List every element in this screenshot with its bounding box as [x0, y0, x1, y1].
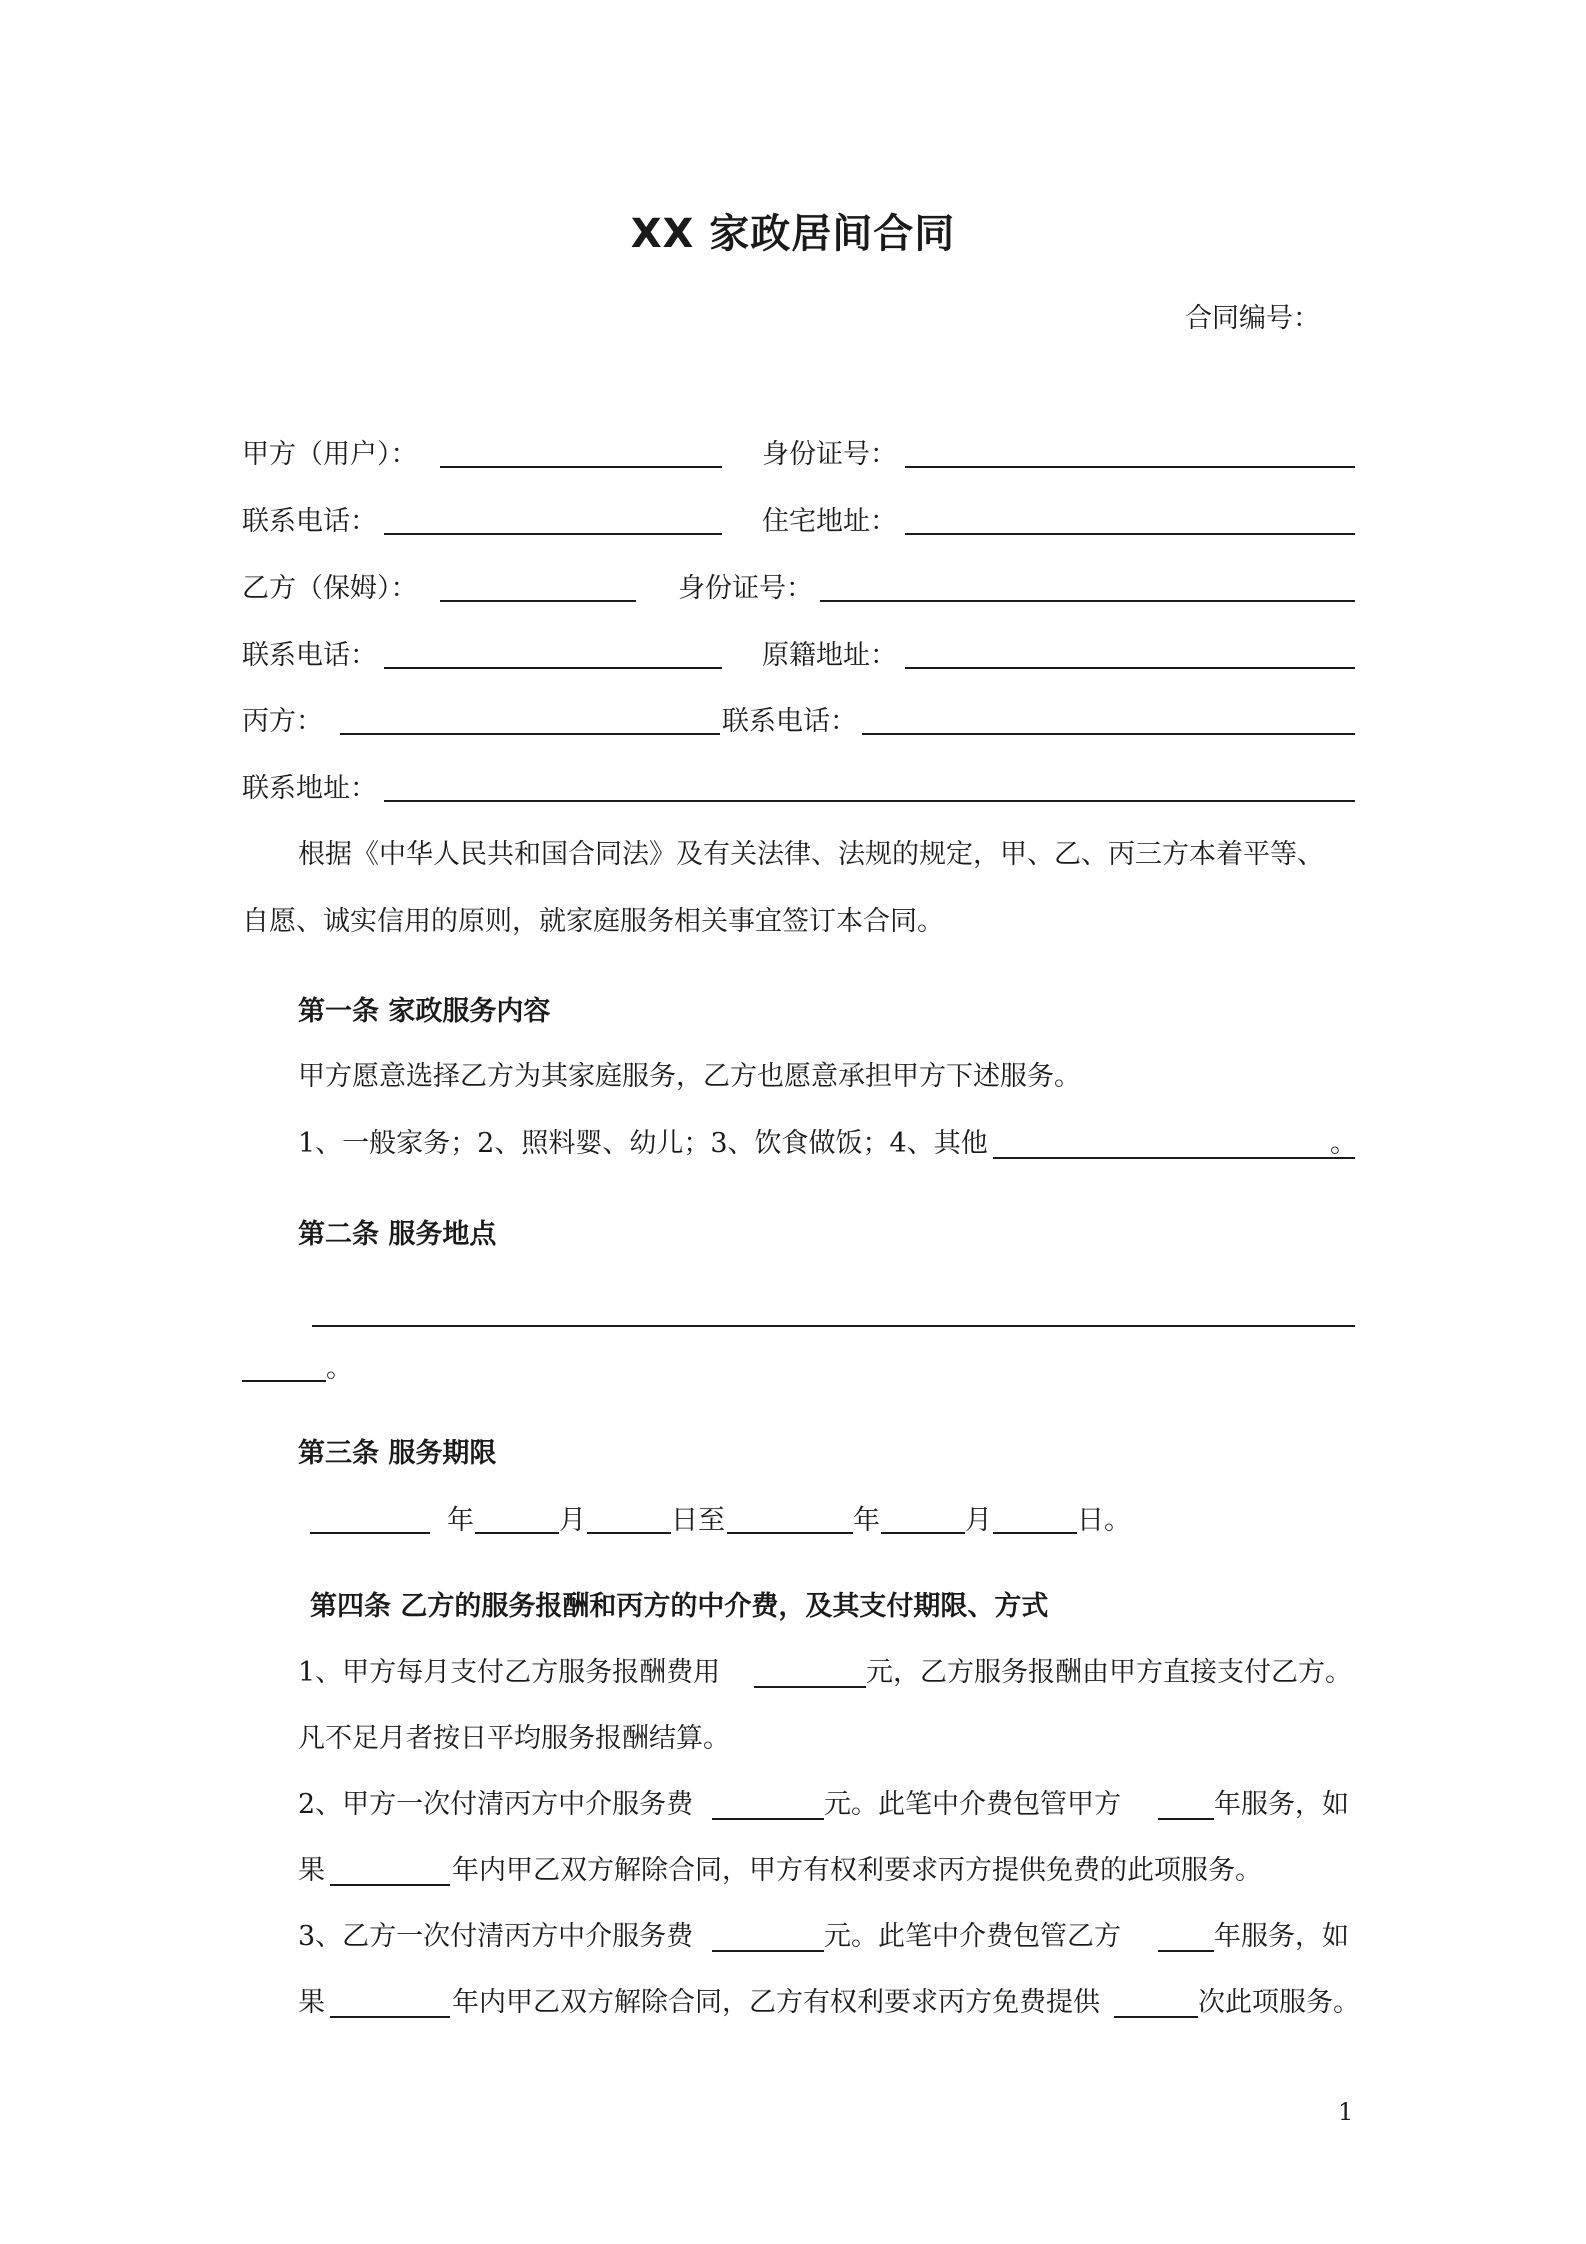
party-b-id-blank[interactable]: [820, 600, 1355, 602]
party-a-phone-label: 联系电话：: [242, 506, 377, 537]
party-a-agency-fee-blank[interactable]: [712, 1818, 824, 1820]
party-b-phone-label: 联系电话：: [242, 640, 377, 671]
party-a-termination-years-blank[interactable]: [330, 1884, 450, 1886]
party-a-address-blank[interactable]: [905, 533, 1355, 535]
party-a-guarantee-years-blank[interactable]: [1158, 1818, 1214, 1820]
preamble-line-1: 根据《中华人民共和国合同法》及有关法律、法规的规定，甲、乙、丙三方本着平等、: [298, 839, 1324, 870]
party-b-termination-years-blank[interactable]: [330, 2016, 450, 2018]
article-1-services: 1、一般家务；2、照料婴、幼儿；3、饮食做饭；4、其他: [298, 1128, 988, 1159]
party-b-guarantee-years-blank[interactable]: [1158, 1950, 1214, 1952]
article-4-heading: 第四条 乙方的服务报酬和丙方的中介费，及其支付期限、方式: [310, 1591, 1049, 1622]
article-3-heading: 第三条 服务期限: [298, 1438, 497, 1469]
end-year-blank[interactable]: [727, 1532, 853, 1534]
article-1-heading: 第一条 家政服务内容: [298, 996, 551, 1027]
article-4-p1-b: 元，乙方服务报酬由甲方直接支付乙方。: [866, 1657, 1352, 1688]
article-4-p3-f: 次此项服务。: [1198, 1987, 1360, 2018]
article-3-year-label: 年: [447, 1505, 474, 1536]
article-3-year2-label: 年: [853, 1505, 880, 1536]
free-service-times-blank[interactable]: [1114, 2016, 1198, 2018]
party-b-phone-blank[interactable]: [384, 667, 722, 669]
article-4-p3-d: 果: [298, 1987, 325, 2018]
party-c-address-label: 联系地址：: [242, 773, 377, 804]
party-b-agency-fee-blank[interactable]: [712, 1950, 824, 1952]
start-year-blank[interactable]: [310, 1532, 430, 1534]
article-4-p2-d: 果: [298, 1855, 325, 1886]
page-number: 1: [1338, 2098, 1354, 2126]
service-location-blank-1[interactable]: [312, 1325, 1355, 1327]
article-4-p2-a: 2、甲方一次付清丙方中介服务费: [298, 1789, 694, 1820]
document-title: XX 家政居间合同: [630, 211, 956, 257]
party-c-label: 丙方：: [242, 706, 323, 737]
article-4-p3-b: 元。此笔中介费包管乙方: [824, 1921, 1121, 1952]
article-2-heading: 第二条 服务地点: [298, 1219, 497, 1250]
party-b-label: 乙方（保姆）：: [242, 573, 418, 604]
monthly-fee-blank[interactable]: [754, 1686, 866, 1688]
start-day-blank[interactable]: [587, 1532, 671, 1534]
article-4-p2-c: 年服务，如: [1214, 1789, 1349, 1820]
end-day-blank[interactable]: [993, 1532, 1077, 1534]
party-c-phone-blank[interactable]: [862, 733, 1355, 735]
party-c-name-blank[interactable]: [340, 733, 720, 735]
party-b-id-label: 身份证号：: [678, 573, 813, 604]
party-a-id-label: 身份证号：: [762, 439, 897, 470]
party-a-address-label: 住宅地址：: [762, 506, 897, 537]
party-b-origin-blank[interactable]: [905, 667, 1355, 669]
party-b-name-blank[interactable]: [440, 600, 636, 602]
party-a-phone-blank[interactable]: [384, 533, 722, 535]
preamble-line-2: 自愿、诚实信用的原则，就家庭服务相关事宜签订本合同。: [242, 906, 944, 937]
other-services-blank[interactable]: [993, 1157, 1355, 1159]
article-1-end: 。: [1330, 1128, 1357, 1159]
article-1-text: 甲方愿意选择乙方为其家庭服务，乙方也愿意承担甲方下述服务。: [298, 1061, 1081, 1092]
article-3-day-end-label: 日。: [1077, 1505, 1131, 1536]
party-b-origin-label: 原籍地址：: [762, 640, 897, 671]
service-location-blank-2[interactable]: [242, 1380, 326, 1382]
start-month-blank[interactable]: [475, 1532, 559, 1534]
article-4-p2-b: 元。此笔中介费包管甲方: [824, 1789, 1121, 1820]
article-3-day-to-label: 日至: [671, 1505, 725, 1536]
end-month-blank[interactable]: [881, 1532, 965, 1534]
article-3-month2-label: 月: [965, 1505, 992, 1536]
party-a-label: 甲方（用户）：: [242, 439, 418, 470]
party-c-phone-label: 联系电话：: [722, 706, 857, 737]
article-4-p3-a: 3、乙方一次付清丙方中介服务费: [298, 1921, 694, 1952]
party-a-id-blank[interactable]: [905, 466, 1355, 468]
contract-number-label: 合同编号：: [1185, 303, 1320, 334]
article-4-p2-e: 年内甲乙双方解除合同，甲方有权利要求丙方提供免费的此项服务。: [452, 1855, 1262, 1886]
article-2-end: 。: [326, 1353, 353, 1384]
article-4-p1-a: 1、甲方每月支付乙方服务报酬费用: [298, 1657, 721, 1688]
article-4-p3-c: 年服务，如: [1214, 1921, 1349, 1952]
article-4-p1-c: 凡不足月者按日平均服务报酬结算。: [298, 1723, 730, 1754]
party-a-name-blank[interactable]: [440, 466, 722, 468]
article-3-month-label: 月: [559, 1505, 586, 1536]
party-c-address-blank[interactable]: [384, 800, 1355, 802]
article-4-p3-e: 年内甲乙双方解除合同，乙方有权利要求丙方免费提供: [452, 1987, 1100, 2018]
